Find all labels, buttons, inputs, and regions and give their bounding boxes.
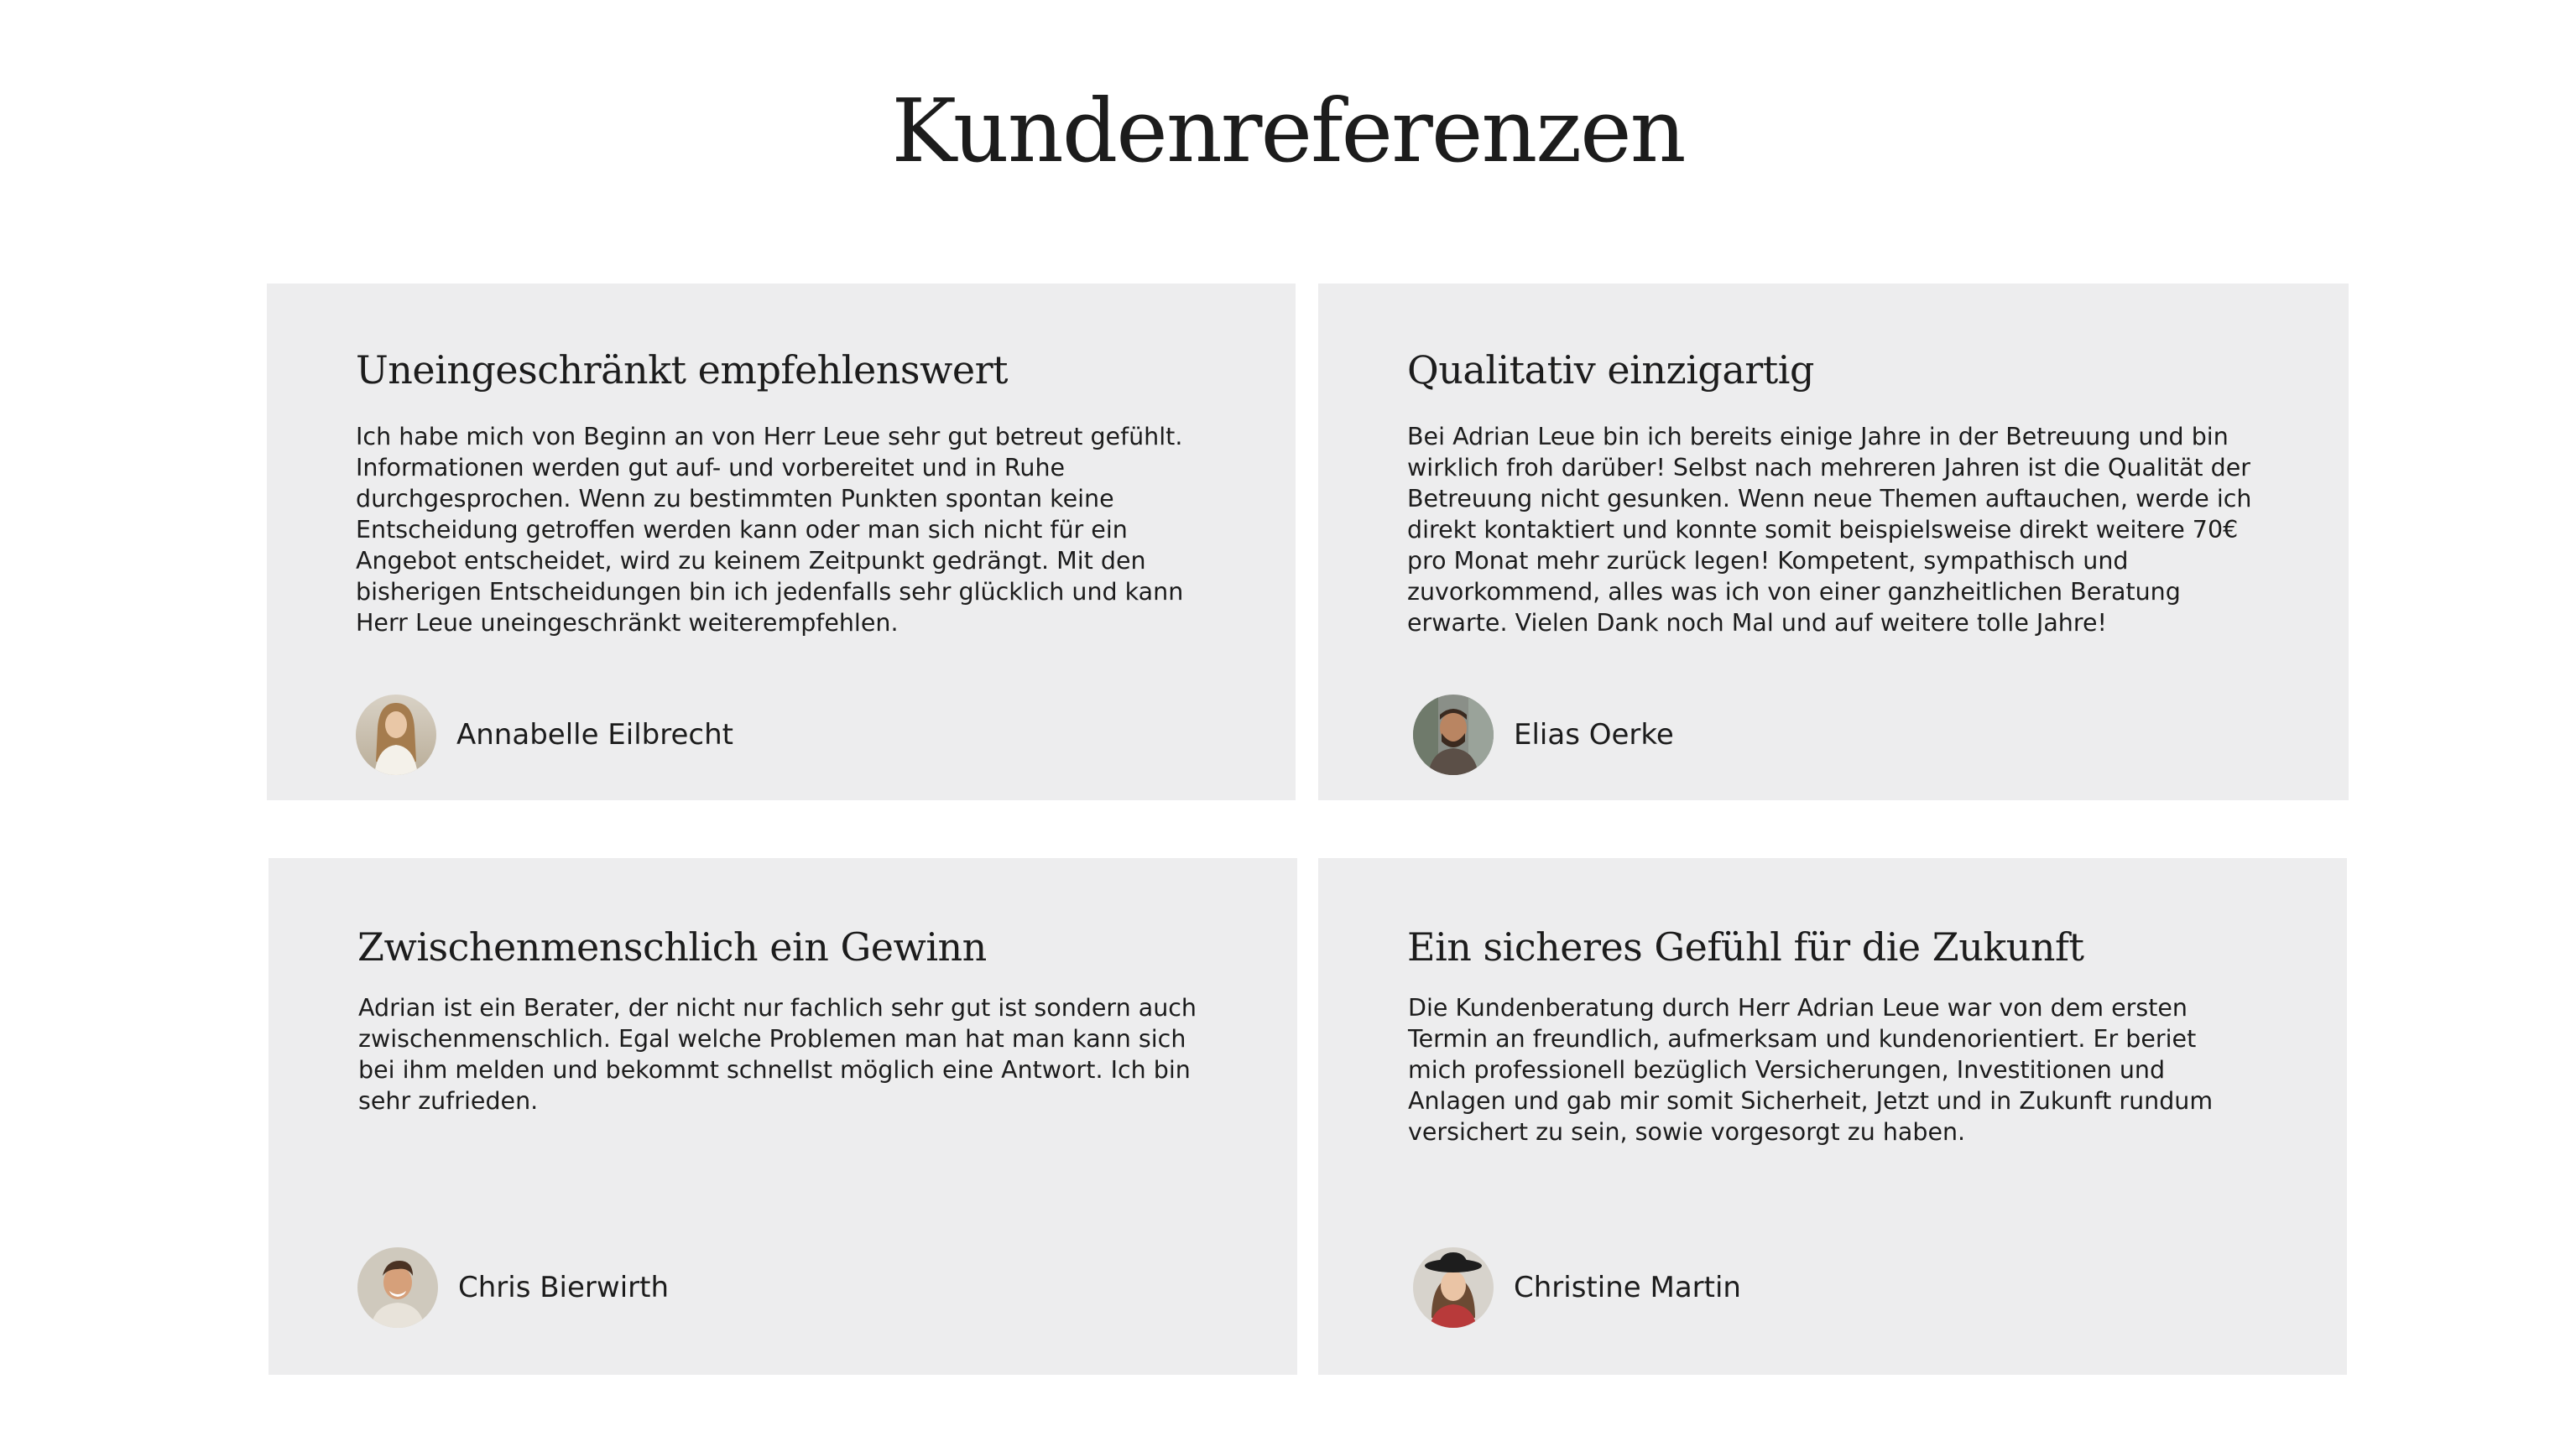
avatar-photo-icon: [1413, 695, 1494, 775]
author-name: Chris Bierwirth: [458, 1271, 670, 1304]
avatar-photo-icon: [357, 1247, 438, 1328]
avatar: [1413, 1247, 1494, 1328]
avatar: [1413, 695, 1494, 775]
testimonial-heading: Ein sicheres Gefühl für die Zukunft: [1407, 924, 2084, 970]
author-name: Elias Oerke: [1514, 718, 1674, 752]
author-name: Christine Martin: [1514, 1271, 1741, 1304]
testimonial-heading: Qualitativ einzigartig: [1407, 347, 1814, 393]
testimonial-card: [1318, 858, 2347, 1375]
avatar-photo-icon: [356, 695, 436, 775]
testimonial-author: [1413, 1247, 1741, 1328]
testimonial-heading: Zwischenmenschlich ein Gewinn: [357, 924, 987, 970]
testimonial-card: [1318, 284, 2349, 800]
author-name: Annabelle Eilbrecht: [456, 718, 733, 752]
testimonial-card: [269, 858, 1297, 1375]
testimonial-text: Die Kundenberatung durch Herr Adrian Leue war von dem ersten Termin an freundlich, aufmerksam und kundenorientiert. Er beriet mich professionell bezüglich Versicherungen, Investitionen und Anlagen und gab mir somit Sicherheit, Jetzt und in Zukunft rundum versichert zu sein, sowie vorgesorgt zu haben.: [1408, 994, 2214, 1146]
testimonial-card: [267, 284, 1296, 800]
testimonial-text: Bei Adrian Leue bin ich bereits einige Jahre in der Betreuung und bin wirklich froh darüber! Selbst nach mehreren Jahren ist die Qualität der Betreuung nicht gesunken. Wenn neue Themen auftauchen, werde ich direkt kontaktiert und konnte somit beispielsweise direkt weitere 70€ pro Monat mehr zurück legen! Kompetent, sympathisch und zuvorkommend, alles was ich von einer ganzheitlichen Beratung erwarte. Vielen Dank noch Mal und auf weitere tolle Jahre!: [1407, 423, 2252, 637]
avatar: [356, 695, 436, 775]
testimonial-author: [357, 1247, 669, 1328]
avatar-photo-icon: [1413, 1247, 1494, 1328]
testimonial-author: [356, 695, 733, 775]
testimonial-text: Adrian ist ein Berater, der nicht nur fachlich sehr gut ist sondern auch zwischenmenschlich. Egal welche Problemen man hat man kann sich bei ihm melden und bekommt schnellst möglich eine Antwort. Ich bin sehr zufrieden.: [358, 994, 1197, 1115]
testimonial-text: Ich habe mich von Beginn an von Herr Leue sehr gut betreut gefühlt. Informationen werden gut auf- und vorbereitet und in Ruhe durchgesprochen. Wenn zu bestimmten Punkten spontan keine Entscheidung getroffen werden kann oder man sich nicht für ein Angebot entscheidet, wird zu keinem Zeitpunkt gedrängt. Mit den bisherigen Entscheidungen bin ich jedenfalls sehr glücklich und kann Herr Leue uneingeschränkt weiterempfehlen.: [356, 423, 1184, 637]
testimonial-author: [1413, 695, 1674, 775]
testimonial-heading: Uneingeschränkt empfehlenswert: [356, 347, 1009, 393]
page-title: Kundenreferenzen: [891, 80, 1685, 182]
avatar: [357, 1247, 438, 1328]
